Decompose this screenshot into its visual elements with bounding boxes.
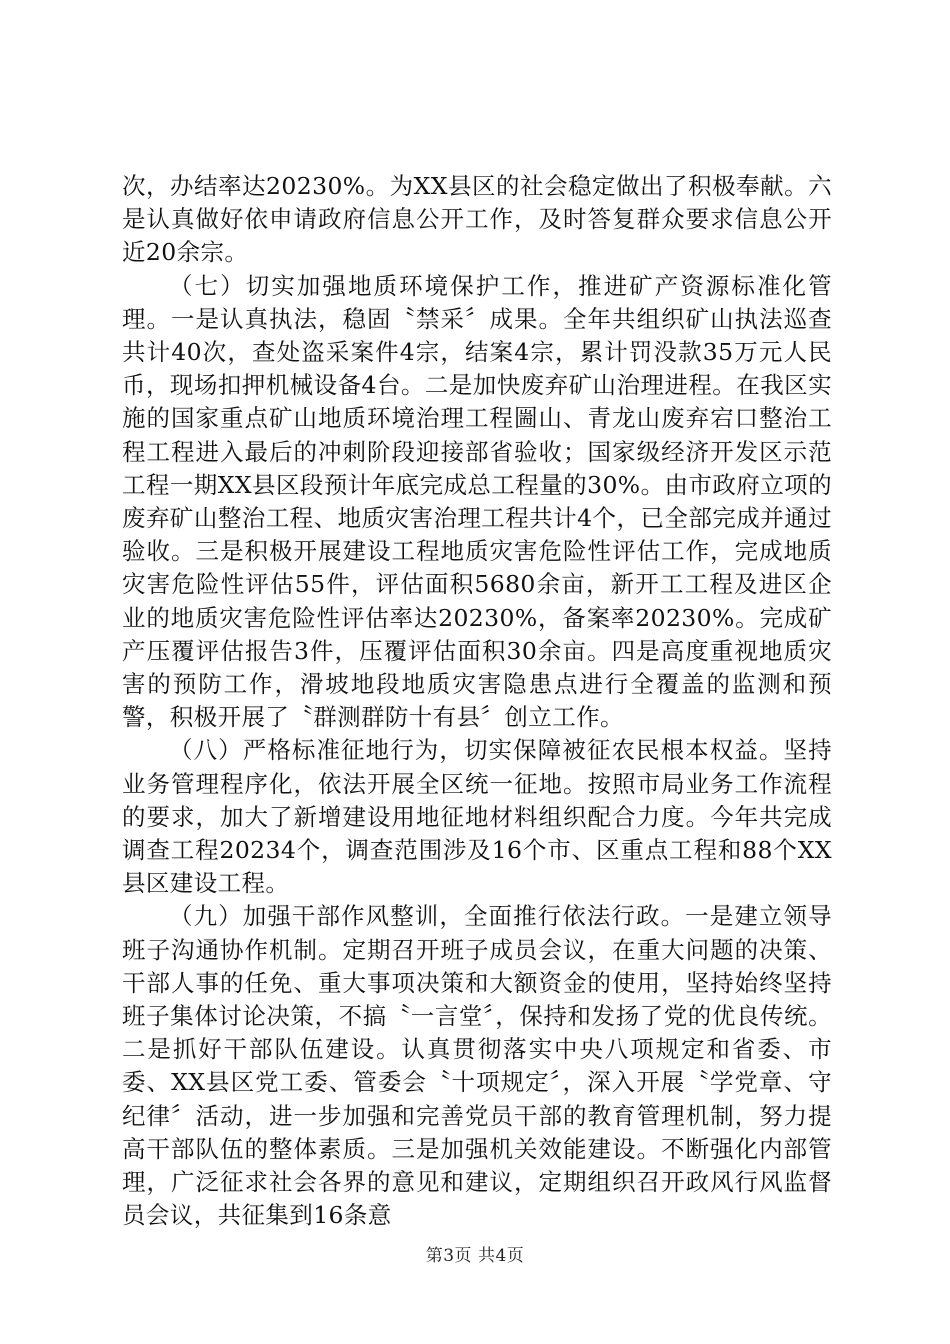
paragraph-3: （八）严格标准征地行为，切实保障被征农民根本权益。坚持业务管理程序化，依法开展全区统一征地。按照市局业务工作流程的要求，加大了新增建设用地征地材料组织配合力度。今年共完成调查工程20234个，调查范围涉及16个市、区重点工程和88个XX县区建设工程。	[122, 736, 832, 898]
page-number-footer: 第3页 共4页	[425, 1246, 525, 1266]
paragraph-1: 次，办结率达20230%。为XX县区的社会稳定做出了积极奉献。六是认真做好依申请政府信息公开工作，及时答复群众要求信息公开近20余宗。	[122, 172, 832, 267]
document-body	[122, 170, 832, 1233]
paragraph-4: （九）加强干部作风整训，全面推行依法行政。一是建立领导班子沟通协作机制。定期召开班子成员会议，在重大问题的决策、干部人事的任免、重大事项决策和大额资金的使用，坚持始终坚持班子集体讨论决策，不搞〝一言堂〞，保持和发扬了党的优良传统。二是抓好干部队伍建设。认真贯彻落实中央八项规定和省委、市委、XX县区党工委、管委会〝十项规定〞，深入开展〝学党章、守纪律〞活动，进一步加强和完善党员干部的教育管理机制，努力提高干部队伍的整体素质。三是加强机关效能建设。不断强化内部管理，广泛征求社会各界的意见和建议，定期组织召开政风行风监督员会议，共征集到16条意	[122, 902, 832, 1230]
paragraph-2: （七）切实加强地质环境保护工作，推进矿产资源标准化管理。一是认真执法，稳固〝禁采〞成果。全年共组织矿山执法巡查共计40次，查处盗采案件4宗，结案4宗，累计罚没款35万元人民币，现场扣押机械设备4台。二是加快废弃矿山治理进程。在我区实施的国家重点矿山地质环境治理工程圌山、青龙山废弃宕口整治工程工程进入最后的冲刺阶段迎接部省验收；国家级经济开发区示范工程一期XX县区段预计年底完成总工程量的30%。由市政府立项的废弃矿山整治工程、地质灾害治理工程共计4个，已全部完成并通过验收。三是积极开展建设工程地质灾害危险性评估工作，完成地质灾害危险性评估55件，评估面积5680余亩，新开工工程及进区企业的地质灾害危险性评估率达20230%，备案率20230%。完成矿产压覆评估报告3件，压覆评估面积30余亩。四是高度重视地质灾害的预防工作，滑坡地段地质灾害隐患点进行全覆盖的监测和预警，积极开展了〝群测群防十有县〞创立工作。	[122, 271, 832, 732]
